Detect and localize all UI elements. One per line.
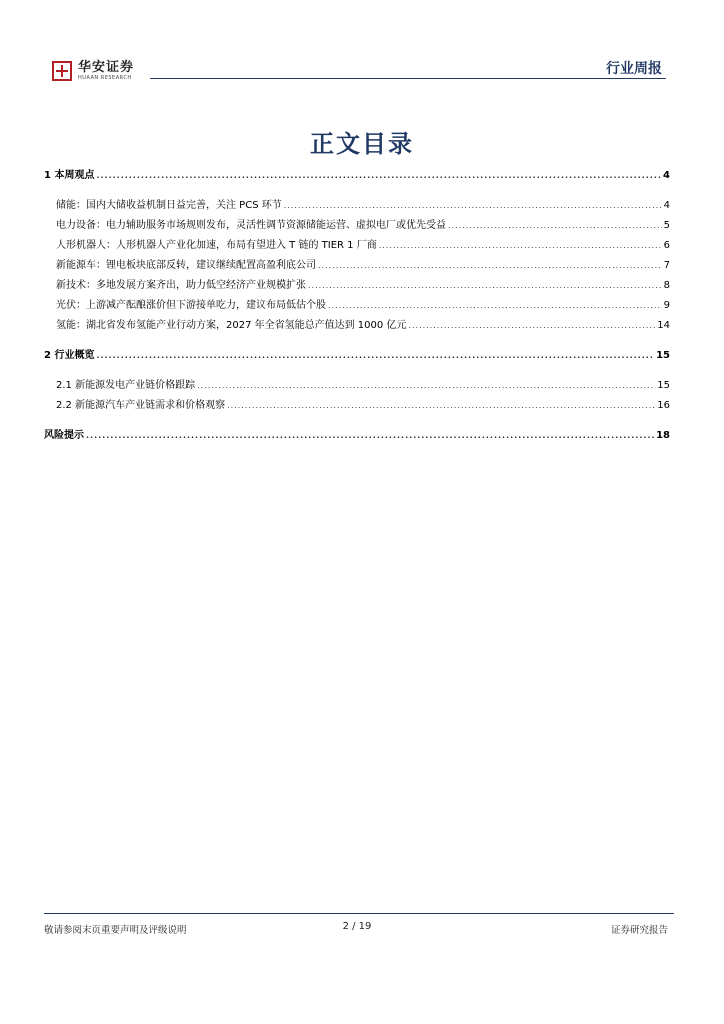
- logo-chinese-name: 华安证券: [78, 60, 135, 75]
- toc-entry-label: 光伏：上游减产酝酿涨价但下游接单吃力，建议布局低估个股: [56, 300, 326, 311]
- toc-entry-page: 5: [663, 220, 670, 231]
- logo-mark-icon: [52, 61, 72, 81]
- logo-english-name: HUAAN RESEARCH: [78, 75, 132, 81]
- toc-entry-page: 7: [663, 260, 670, 271]
- toc-entry-photovoltaic[interactable]: [44, 296, 670, 316]
- toc-entry-label: 2 行业概览: [44, 350, 95, 361]
- toc-dot-leader: [448, 220, 662, 231]
- toc-entry-section-2-1[interactable]: [44, 376, 670, 396]
- toc-dot-leader: [96, 350, 654, 361]
- table-of-contents: [44, 166, 670, 446]
- toc-entry-label: 新技术：多地发展方案齐出，助力低空经济产业规模扩张: [56, 280, 306, 291]
- toc-entry-page: 16: [657, 400, 670, 411]
- page-title: 正文目录: [310, 130, 414, 158]
- toc-entry-section-2-2[interactable]: [44, 396, 670, 416]
- toc-entry-hydrogen[interactable]: [44, 316, 670, 336]
- toc-dot-leader: [328, 300, 662, 311]
- toc-entry-label: 2.2 新能源汽车产业链需求和价格观察: [56, 400, 226, 411]
- toc-entry-label: 氢能：湖北省发布氢能产业行动方案，2027 年全省氢能总产值达到 1000 亿元: [56, 320, 407, 331]
- toc-entry-label: 新能源车：锂电板块底部反转，建议继续配置高盈利底公司: [56, 260, 316, 271]
- toc-dot-leader: [86, 430, 654, 441]
- toc-entry-section-2[interactable]: [44, 346, 670, 366]
- toc-entry-humanoid-robot[interactable]: [44, 236, 670, 256]
- toc-entry-label: 储能：国内大储收益机制日益完善，关注 PCS 环节: [56, 200, 282, 211]
- toc-entry-page: 14: [657, 320, 670, 331]
- toc-entry-page: 18: [656, 430, 670, 441]
- toc-entry-risk-warning[interactable]: [44, 426, 670, 446]
- toc-entry-label: 电力设备：电力辅助服务市场规则发布，灵活性调节资源储能运营、虚拟电厂或优先受益: [56, 220, 446, 231]
- toc-entry-new-technology[interactable]: [44, 276, 670, 296]
- toc-entry-page: 4: [663, 200, 670, 211]
- toc-entry-section-1[interactable]: [44, 166, 670, 186]
- toc-entry-energy-storage[interactable]: [44, 196, 670, 216]
- toc-entry-page: 8: [663, 280, 670, 291]
- toc-entry-page: 15: [657, 380, 670, 391]
- toc-dot-leader: [379, 240, 662, 251]
- toc-entry-page: 15: [656, 350, 670, 361]
- toc-entry-new-energy-vehicle[interactable]: [44, 256, 670, 276]
- toc-dot-leader: [284, 200, 662, 211]
- toc-dot-leader: [318, 260, 662, 271]
- toc-dot-leader: [197, 380, 655, 391]
- header-divider: [150, 78, 666, 79]
- page-number: 2 / 19: [342, 921, 372, 932]
- toc-entry-power-equipment[interactable]: [44, 216, 670, 236]
- toc-dot-leader: [227, 400, 655, 411]
- toc-entry-label: 风险提示: [44, 430, 84, 441]
- toc-entry-page: 9: [663, 300, 670, 311]
- toc-entry-label: 2.1 新能源发电产业链价格跟踪: [56, 380, 196, 391]
- page-header: [0, 0, 724, 90]
- toc-dot-leader: [308, 280, 662, 291]
- toc-entry-page: 4: [663, 170, 670, 181]
- toc-entry-label: 人形机器人：人形机器人产业化加速，布局有望进入 T 链的 TIER 1 厂商: [56, 240, 377, 251]
- toc-dot-leader: [408, 320, 655, 331]
- report-type-label: 行业周报: [606, 61, 662, 77]
- company-logo: [52, 61, 134, 81]
- footer-report-label: 证券研究报告: [610, 925, 668, 936]
- footer-divider: [44, 913, 674, 914]
- toc-entry-label: 1 本周观点: [44, 170, 95, 181]
- footer-disclaimer-note: 敬请参阅末页重要声明及评级说明: [44, 925, 187, 936]
- toc-entry-page: 6: [663, 240, 670, 251]
- toc-dot-leader: [96, 170, 661, 181]
